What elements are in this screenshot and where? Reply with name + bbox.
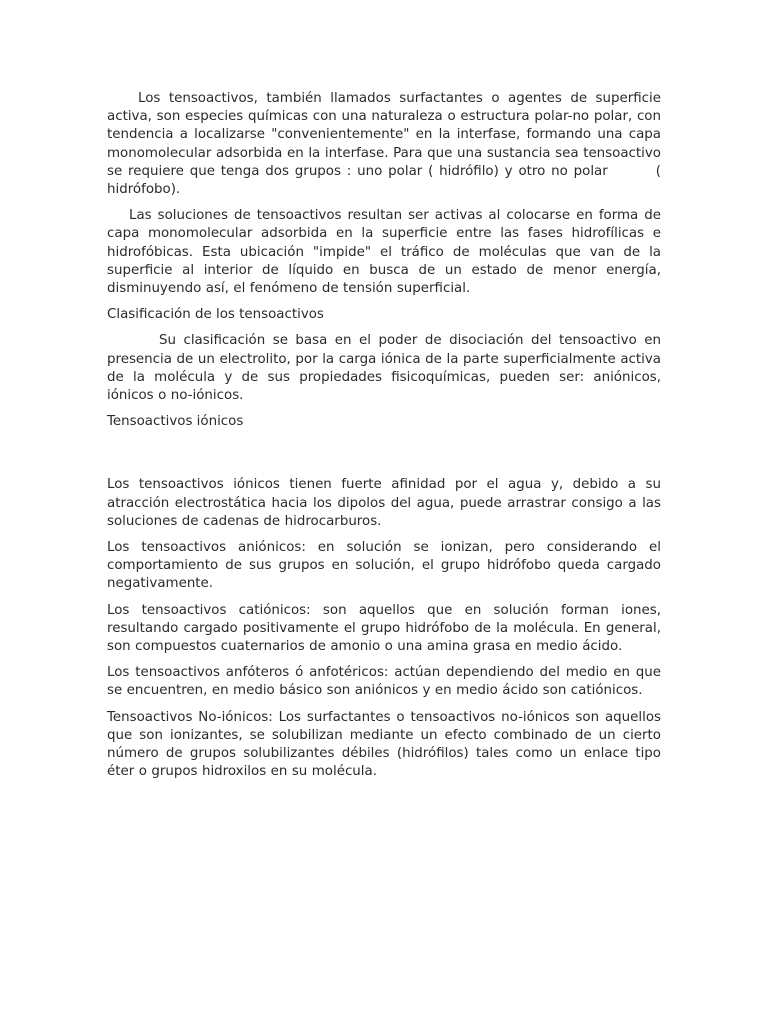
heading-ionicos: Tensoactivos iónicos — [107, 414, 244, 430]
heading-clasificacion: Clasificación de los tensoactivos — [107, 307, 324, 323]
paragraph-anfoteros: Los tensoactivos anfóteros ó anfotéricos: actúan dependiendo del medio en que se encuentren, en medio básico son aniónicos y en medio ácido son catiónicos. — [107, 665, 661, 699]
paragraph-anionicos: Los tensoactivos aniónicos: en solución se ionizan, pero considerando el comportamiento de sus grupos en solución, el grupo hidrófobo queda cargado negativamente. — [107, 540, 661, 592]
paragraph-soluciones: Las soluciones de tensoactivos resultan ser activas al colocarse en forma de capa monomolecular adsorbida en la superficie entre las fases hidrofílicas e hidrofóbicas. Esta ubicación "impide" el tráfico de moléculas que van de la superficie al interior de líquido en busca de un estado de menor energía, disminuyendo así, el fenómeno de tensión superficial. — [107, 208, 661, 297]
paragraph-intro — [107, 90, 661, 199]
paragraph-no-ionicos: Tensoactivos No-iónicos: Los surfactantes o tensoactivos no-iónicos son aquellos que son ionizantes, se solubilizan mediante un efecto combinado de un cierto número de grupos solubilizantes débiles (hidrófilos) tales como un enlace tipo éter o grupos hidroxilos en su molécula. — [107, 709, 661, 780]
paragraph-intro-end: ( hidrófobo). — [107, 163, 661, 198]
paragraph-cationicos: Los tensoactivos catiónicos: son aquellos que en solución forman iones, resultando cargado positivamente el grupo hidrófobo de la molécula. En general, son compuestos cuaternarios de amonio o una amina grasa en medio ácido. — [107, 602, 661, 655]
paragraph-clasificacion: Su clasificación se basa en el poder de disociación del tensoactivo en presencia de un electrolito, por la carga iónica de la parte superficialmente activa de la molécula y de sus propiedades fisicoquímicas, pueden ser: aniónicos, iónicos o no-iónicos. — [107, 333, 661, 404]
paragraph-intro-text: Los tensoactivos, también llamados surfactantes o agentes de superficie activa, son especies químicas con una naturaleza o estructura polar-no polar, con tendencia a localizarse "convenientemente" en la interfase, formando una capa monomolecular adsorbida en la interfase. Para que una sustancia sea tensoactivo se requiere que tenga dos grupos : uno polar ( hidrófilo) y otro no polar — [107, 91, 661, 179]
paragraph-ionicos: Los tensoactivos iónicos tienen fuerte afinidad por el agua y, debido a su atracción electrostática hacia los dipolos del agua, puede arrastrar consigo a las soluciones de cadenas de hidrocarburos. — [107, 477, 661, 529]
document-page — [107, 90, 661, 790]
